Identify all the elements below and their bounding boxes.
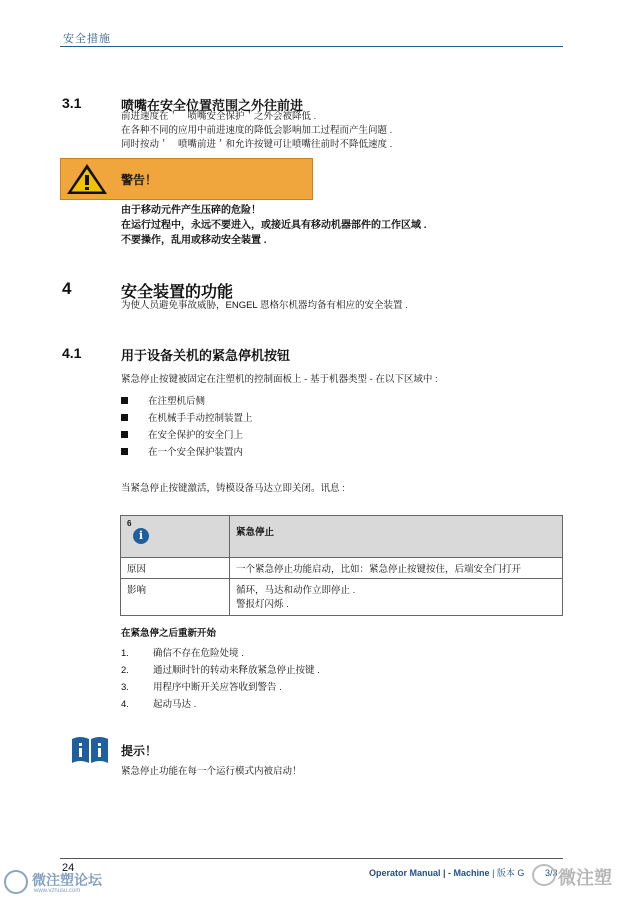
hint-title: 提示！ (121, 744, 158, 758)
table-row (121, 558, 563, 579)
section-4-title: 安全装置的功能 (121, 284, 234, 301)
table-header-row (121, 516, 563, 558)
table-header-icon-cell (121, 516, 230, 558)
chat-bubble-icon (532, 864, 556, 886)
footer-divider (60, 858, 563, 859)
table-header-title: 紧急停止 (230, 516, 563, 558)
section-4-1-number: 4.1 (62, 345, 82, 361)
warning-triangle-icon (65, 162, 109, 196)
watermark-logo-icon (4, 870, 28, 894)
section-3-1-line: 前进速度在＇ 喷嘴安全保护＇之外会被降低 . (121, 111, 317, 122)
table-row-label: 影响 (121, 579, 230, 616)
warning-line: 不要操作，乱用或移动安全装置 . (121, 235, 267, 246)
hint-text: 紧急停止功能在每一个运行模式内被启动！ (121, 766, 302, 777)
watermark-left-text: 微注塑论坛 (32, 872, 102, 888)
warning-banner (60, 158, 313, 200)
section-4-1-intro: 紧急停止按键被固定在注塑机的控制面板上 - 基于机器类型 - 在以下区域中 : (121, 374, 438, 385)
table-row-value: 一个紧急停止功能启动，比如：紧急停止按键按住，后端安全门打开 (230, 558, 563, 579)
list-item: 2. 通过顺时针的转动来释放紧急停止按键 . (121, 665, 320, 676)
header-title: 安全措施 (63, 33, 111, 45)
section-3-1-line: 同时按动＇ 喷嘴前进＇和允许按键可让喷嘴往前时不降低速度 . (121, 139, 393, 150)
section-3-1-line: 在各种不同的应用中前进速度的降低会影响加工过程而产生问题 . (121, 125, 393, 136)
header-divider (60, 46, 563, 47)
watermark-right-text: 微注塑 (558, 868, 612, 888)
warning-label: 警告！ (121, 173, 158, 187)
section-4-text: 为使人员避免事故威胁，ENGEL 恩格尔机器均备有相应的安全装置 . (121, 300, 408, 311)
list-item: 在机械手手动控制装置上 (121, 410, 253, 424)
section-4-1-title: 用于设备关机的紧急停机按钮 (121, 348, 291, 363)
bullet-square-icon (121, 414, 128, 421)
footer-manual-info: Operator Manual | - Machine | 版本 G 3/3 (369, 868, 558, 878)
bullet-square-icon (121, 448, 128, 455)
section-4-1-after: 当紧急停止按键激活，铸模设备马达立即关闭。讯息 : (121, 483, 345, 494)
watermark-left-url: www.vzhusu.com (34, 888, 81, 894)
warning-line: 在运行过程中，永远不要进入，或接近具有移动机器部件的工作区域 . (121, 220, 427, 231)
section-3-1-title: 喷嘴在安全位置范围之外往前进 (121, 98, 304, 113)
list-item: 在一个安全保护装置内 (121, 444, 243, 458)
list-item: 在安全保护的安全门上 (121, 427, 243, 441)
book-info-icon (70, 733, 110, 765)
section-4-number: 4 (62, 279, 72, 298)
table-row (121, 579, 563, 616)
list-item: 4. 起动马达 . (121, 699, 197, 710)
warning-line: 由于移动元件产生压碎的危险！ (121, 205, 261, 216)
restart-title: 在紧急停之后重新开始 (121, 628, 217, 639)
watermark-left (4, 870, 124, 900)
table-row-value: 循环，马达和动作立即停止 . 警报灯闪烁 . (230, 579, 563, 616)
info-icon: i (133, 528, 149, 544)
bullet-square-icon (121, 431, 128, 438)
message-number: 6 (127, 519, 132, 528)
bullet-square-icon (121, 397, 128, 404)
page-number: 24 (62, 862, 75, 874)
table-row-label: 原因 (121, 558, 230, 579)
list-item: 在注塑机后侧 (121, 393, 205, 407)
list-item: 1. 确信不存在危险处境 . (121, 648, 244, 659)
message-table (120, 515, 563, 616)
section-3-1-number: 3.1 (62, 95, 82, 111)
watermark-right (528, 858, 638, 902)
list-item: 3. 用程序中断开关应答收到警告 . (121, 682, 282, 693)
